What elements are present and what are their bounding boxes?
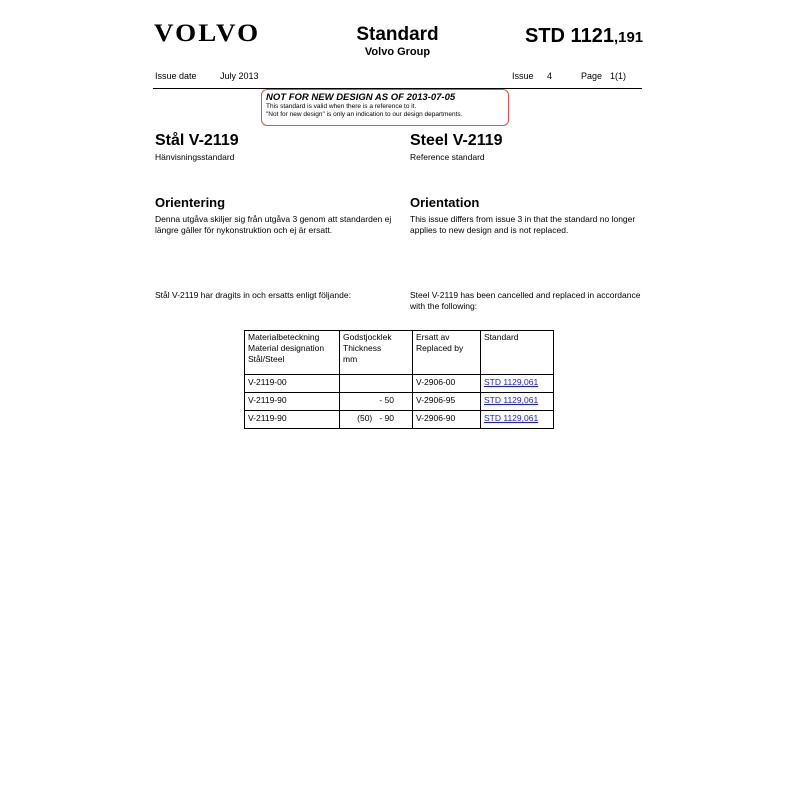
page-value: 1(1) xyxy=(610,71,627,81)
standard-cell xyxy=(481,375,554,393)
header-standard xyxy=(481,331,554,375)
material-cell: V-2119-00 xyxy=(245,375,340,393)
organization-name: Volvo Group xyxy=(364,46,431,58)
english-section-heading: Orientation xyxy=(410,195,480,210)
issue-date-value: July 2013 xyxy=(220,71,259,81)
english-subtitle: Reference standard xyxy=(410,152,485,162)
swedish-section-heading: Orientering xyxy=(155,195,226,210)
swedish-subtitle: Hänvisningsstandard xyxy=(155,152,235,162)
header-text: Stål/Steel xyxy=(248,354,285,364)
replaced-by-cell: V-2906-90 xyxy=(413,411,481,429)
swedish-replacement-text: Stål V-2119 har dragits in och ersatts enligt följande: xyxy=(155,290,351,300)
thickness-cell: - 50 xyxy=(340,393,413,411)
notice-heading: NOT FOR NEW DESIGN AS OF 2013-07-05 xyxy=(266,92,456,103)
replacement-table xyxy=(244,330,554,429)
header-text: Thickness xyxy=(343,343,382,353)
english-orientation-text: This issue differs from issue 3 in that the standard no longer applies to new design and is not replaced. xyxy=(410,214,636,235)
standard-cell xyxy=(481,411,554,429)
issue-value: 4 xyxy=(547,71,553,81)
header-thickness xyxy=(340,331,413,375)
not-for-new-design-notice xyxy=(261,89,509,126)
replaced-by-cell: V-2906-00 xyxy=(413,375,481,393)
header-text: Materialbeteckning xyxy=(248,332,320,342)
thickness-cell xyxy=(340,375,413,393)
swedish-orientation-text: Denna utgåva skiljer sig från utgåva 3 genom att standarden ej längre gäller för nykonstruktion och ej är ersatt. xyxy=(155,214,392,235)
header-material-designation xyxy=(245,331,340,375)
table-row xyxy=(245,411,554,429)
document-type-title: Standard xyxy=(356,24,439,45)
thickness-cell: (50) - 90 xyxy=(340,411,413,429)
header-text: mm xyxy=(343,354,358,364)
standard-number-suffix: ,191 xyxy=(613,29,644,46)
issue-label: Issue xyxy=(512,71,534,81)
material-cell: V-2119-90 xyxy=(245,411,340,429)
header-text: Material designation xyxy=(248,343,325,353)
swedish-title: Stål V-2119 xyxy=(155,132,239,149)
header-text: Ersatt av xyxy=(416,332,450,342)
standard-cell xyxy=(481,393,554,411)
header-replaced-by xyxy=(413,331,481,375)
page-label: Page xyxy=(581,71,603,81)
header-text: Replaced by xyxy=(416,343,464,353)
standard-number xyxy=(525,25,643,48)
table-row xyxy=(245,393,554,411)
table-header-row xyxy=(245,331,554,375)
header-text: Standard xyxy=(484,332,519,342)
english-title: Steel V-2119 xyxy=(410,132,503,149)
standard-number-main: STD 1121 xyxy=(525,25,614,47)
header-text: Godstjocklek xyxy=(343,332,392,342)
notice-line-2: "Not for new design" is only an indication to our design departments. xyxy=(266,111,463,118)
notice-line-1: This standard is valid when there is a reference to it. xyxy=(266,103,417,110)
standard-link[interactable]: STD 1129,061 xyxy=(484,377,539,387)
english-replacement-text: Steel V-2119 has been cancelled and replaced in accordance with the following: xyxy=(410,290,641,311)
table-row xyxy=(245,375,554,393)
material-cell: V-2119-90 xyxy=(245,393,340,411)
issue-date-label: Issue date xyxy=(155,71,197,81)
standard-link[interactable]: STD 1129,061 xyxy=(484,413,539,423)
volvo-logo: VOLVO xyxy=(154,20,261,47)
replaced-by-cell: V-2906-95 xyxy=(413,393,481,411)
standard-link[interactable]: STD 1129,061 xyxy=(484,395,539,405)
